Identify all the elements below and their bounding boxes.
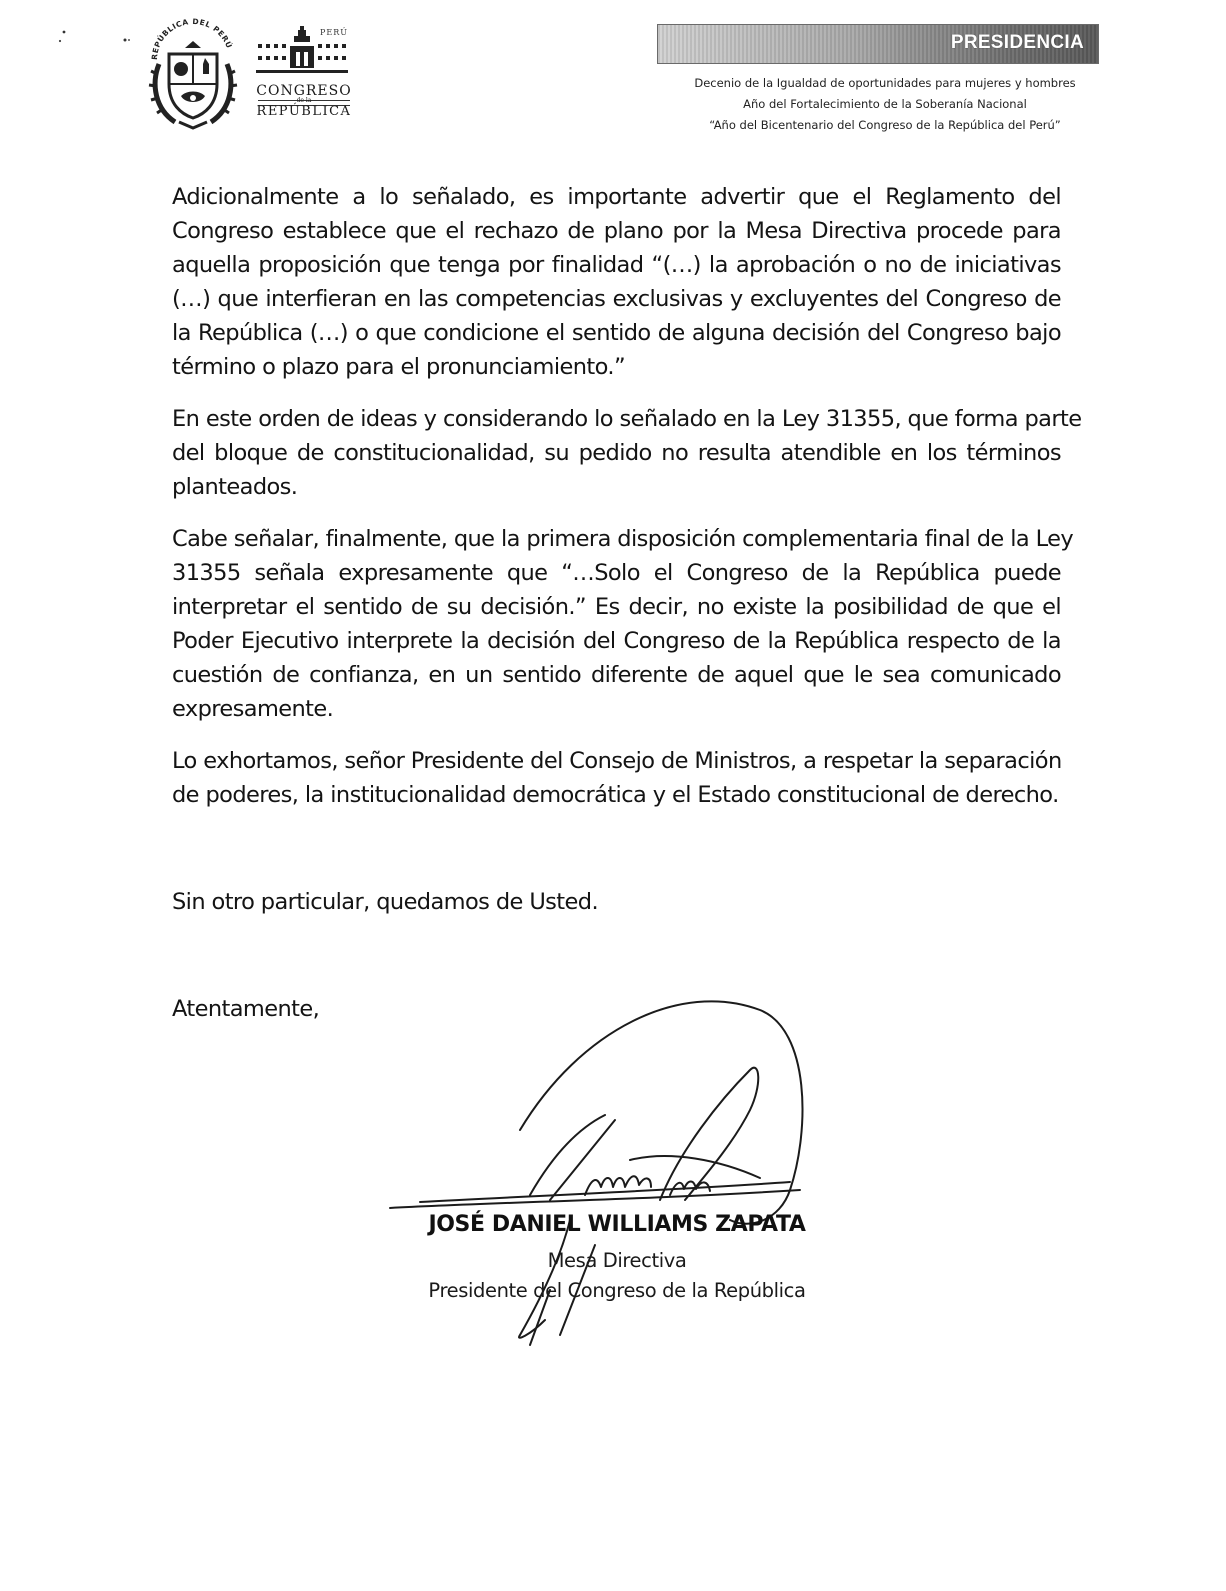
text-line: de poderes, la institucionalidad democrática y el Estado constitucional de derecho.: [172, 782, 1059, 808]
text-line: En este orden de ideas y considerando lo señalado en la Ley 31355, que forma parte: [172, 406, 1082, 432]
congress-logo-country: PERÚ: [320, 28, 348, 37]
text-line: Lo exhortamos, señor Presidente del Consejo de Ministros, a respetar la separación: [172, 748, 1062, 774]
text-line: del bloque de constitucionalidad, su pedido no resulta atendible en los términos: [172, 440, 1061, 466]
text-line: cuestión de confianza, en un sentido diferente de aquel que le sea comunicado: [172, 662, 1061, 688]
banner-label: PRESIDENCIA: [950, 32, 1084, 53]
text-line: Congreso establece que el rechazo de plano por la Mesa Directiva procede para: [172, 218, 1061, 244]
text-line: Cabe señalar, finalmente, que la primera disposición complementaria final de la Ley: [172, 526, 1074, 552]
scan-speck-marks: [55, 28, 145, 58]
closing-sign-off: Sin otro particular, quedamos de Usted.: [172, 889, 599, 915]
text-line: Poder Ejecutivo interprete la decisión del Congreso de la República respecto de la: [172, 628, 1061, 654]
text-line: aquella proposición que tenga por finalidad “(…) la aprobación o no de iniciativas: [172, 252, 1061, 278]
paragraph: [172, 402, 1082, 504]
congress-logo-republic: REPÚBLICA: [256, 104, 352, 119]
motto-line: Decenio de la Igualdad de oportunidades para mujeres y hombres: [694, 76, 1076, 90]
paragraph: [172, 744, 1061, 812]
signer-name: JOSÉ DANIEL WILLIAMS ZAPATA: [428, 1212, 806, 1237]
signer-title: Presidente del Congreso de la República: [428, 1279, 806, 1302]
text-line: la República (…) o que condicione el sentido de alguna decisión del Congreso bajo: [172, 320, 1061, 346]
signer-role: Mesa Directiva: [547, 1249, 687, 1272]
paragraph: [172, 180, 1061, 384]
coat-of-arms-text: REPÚBLICA DEL PERÚ: [149, 16, 234, 61]
text-line: 31355 señala expresamente que “…Solo el Congreso de la República puede: [172, 560, 1061, 586]
text-line: (…) que interfieran en las competencias exclusivas y excluyentes del Congreso de: [172, 286, 1061, 312]
text-line: término o plazo para el pronunciamiento.”: [172, 354, 626, 380]
peru-coat-of-arms-icon: [145, 14, 241, 132]
presidencia-banner: [657, 24, 1099, 64]
text-line: expresamente.: [172, 696, 334, 722]
official-mottos: [620, 73, 1150, 136]
paragraph: [172, 522, 1074, 726]
letter-body: [172, 180, 1082, 830]
motto-line: “Año del Bicentenario del Congreso de la República del Perú”: [709, 118, 1061, 132]
motto-line: Año del Fortalecimiento de la Soberanía Nacional: [743, 97, 1027, 111]
text-line: interpretar el sentido de su decisión.” Es decir, no existe la posibilidad de que el: [172, 594, 1061, 620]
congress-logo-connector: de la: [296, 97, 312, 104]
text-line: planteados.: [172, 474, 298, 500]
closing-regards: Atentamente,: [172, 996, 320, 1022]
text-line: Adicionalmente a lo señalado, es importante advertir que el Reglamento del: [172, 184, 1061, 210]
congress-logo-word: CONGRESO: [256, 83, 352, 99]
